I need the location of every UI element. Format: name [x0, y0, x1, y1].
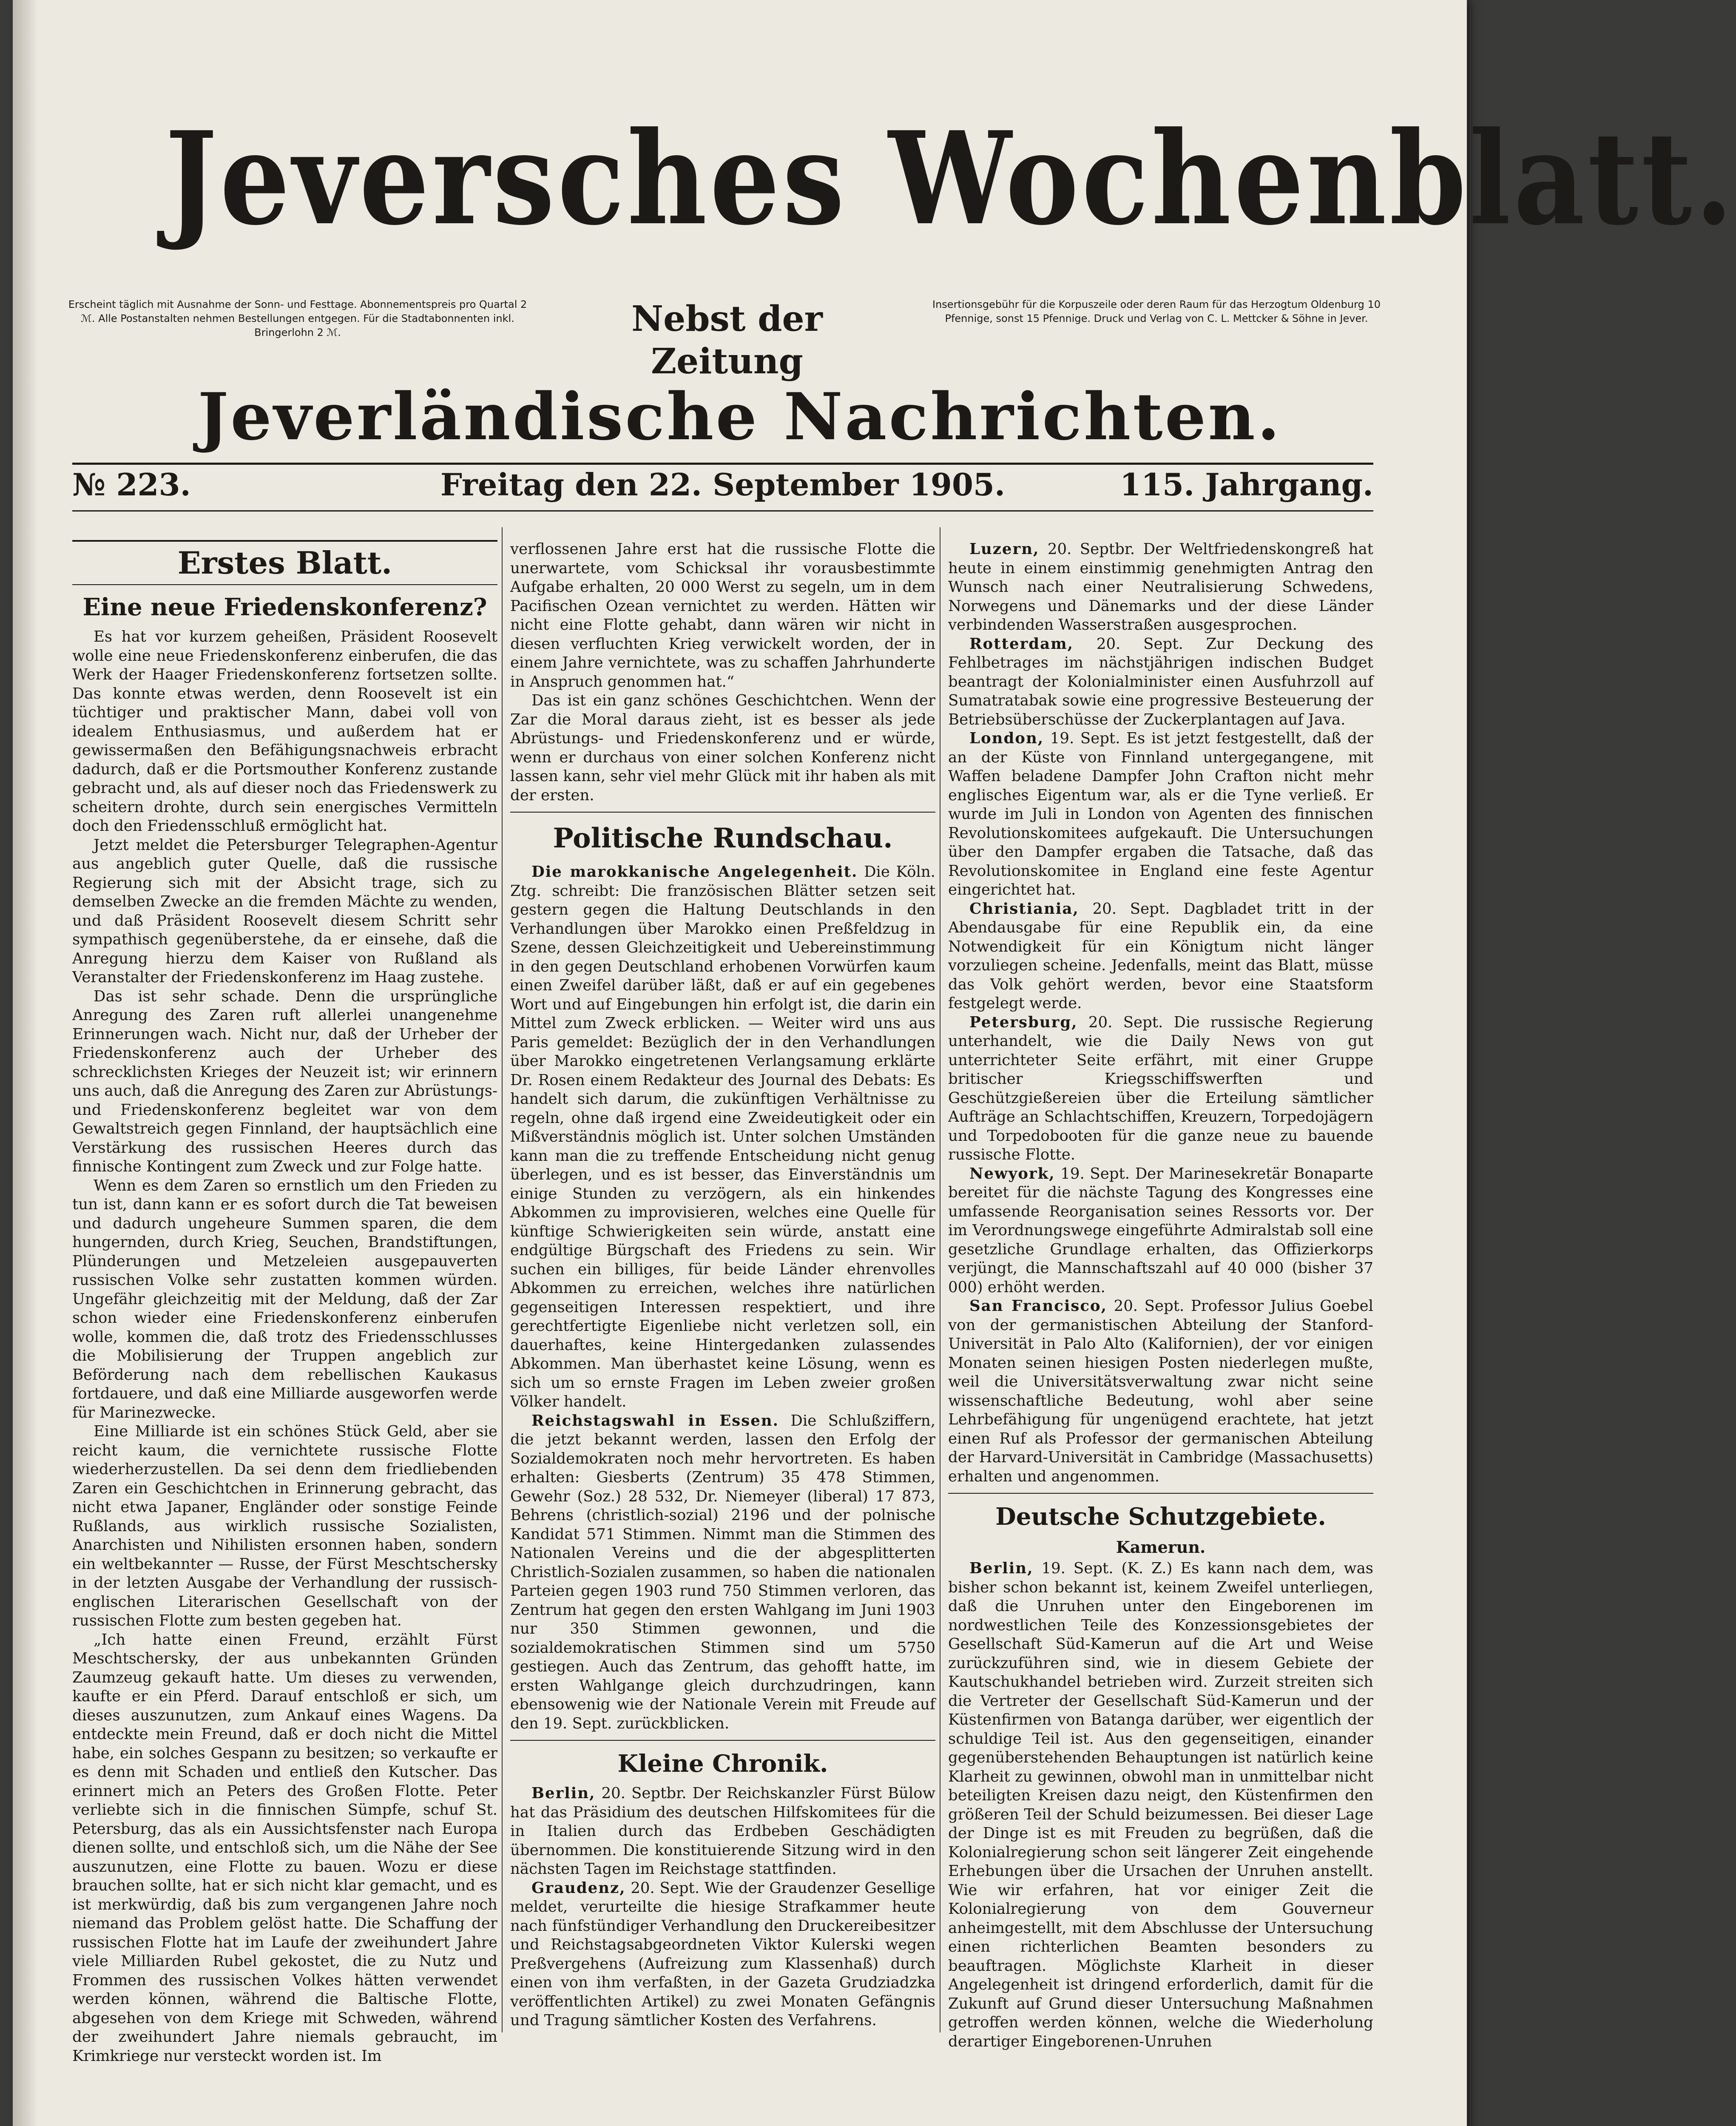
section-deutsche-schutzgebiete: Deutsche Schutzgebiete.	[995, 1503, 1326, 1531]
dateline-place: Christiania,	[969, 900, 1079, 918]
article-paragraph: verflossenen Jahre erst hat die russische Flotte die unerwartete, vom Schicksal ihr vorausbestimmte Aufgabe erhalten, 20 000 Werst zu segeln, um in dem Pacifischen Ozean vernichtet zu werden. Hätten wir nicht eine Flotte gehabt, dann wären wir nicht in diesen verfluchten Krieg verwickelt worden, der in einem Jahre vernichtete, was zu schaffen Jahrhunderte in Anspruch genommen hat.“	[510, 540, 935, 691]
news-heading: Reichstagswahl in Essen.	[531, 1412, 779, 1430]
masthead-subtitle: Jeverländische Nachrichten.	[198, 378, 1282, 455]
dateline-place: Luzern,	[969, 540, 1040, 558]
column-1	[72, 540, 497, 2066]
article-paragraph: „Ich hatte einen Freund, erzählt Fürst Meschtschersky, der aus unbekannten Gründen Zaumzeug gekauft hatte. Um dieses zu verwenden, kaufte er ein Pferd. Darauf entschloß er sich, um dieses auszunutzen, zum Ankauf eines Wagens. Da entdeckte mein Freund, daß er doch nicht die Mittel habe, ein solches Gespann zu besitzen; so verkaufte er es denn mit Schaden und entließ den Kutscher. Das erinnert mich an Peters des Großen Flotte. Peter verliebte sich in die finnischen Sümpfe, schuf St. Petersburg, das als ein Aussichtsfenster nach Europa dienen sollte, und entschloß sich, um die Nähe der See auszunutzen, eine Flotte zu bauen. Wozu er diese brauchen sollte, hat er sich nicht klar gemacht, und es ist merkwürdig, daß bis zum vergangenen Jahre noch niemand das Problem gelöst hatte. Die Schaffung der russischen Flotte hat im Laufe der zweihundert Jahre viele Milliarden Rubel gekostet, die zu Nutz und Frommen des russischen Volkes hätten verwendet werden können, während die Baltische Flotte, abgesehen von dem Kriege mit Schweden, während der zweihundert Jahre niemals gebraucht, im Krimkriege nur versteckt worden ist. Im	[72, 1631, 497, 2065]
news-text: 20. Sept. Die russische Regierung unterhandelt, wie die Daily News von gut unterrichteter Seite erfährt, mit einer Gruppe britischer Kriegsschiffswerften und Geschützgießereien über die Erteilung sämtlicher Aufträge an Schlachtschiffen, Kreuzern, Torpedojägern und Torpedobooten für die ganze neue zu bauende russische Flotte.	[948, 1013, 1373, 1163]
page-gutter	[13, 0, 38, 2126]
column-divider	[502, 527, 503, 2032]
divider	[510, 1740, 935, 1741]
news-text: 19. Sept. (K. Z.) Es kann nach dem, was bisher schon bekannt ist, keinem Zweifel unterliegen, daß die Unruhen unter den Eingeborenen im nordwestlichen Teile des Konzessionsgebietes der Gesellschaft Süd-Kamerun auf die Art und Weise zurückzuführen sind, wie in diesem Gebiete der Kautschukhandel betrieben wird. Zurzeit streiten sich die Vertreter der Gesellschaft Süd-Kamerun und der Küstenfirmen von Batanga darüber, wer eigentlich der schuldige Teil ist. Aus den gegenseitigen, einander gegenüberstehenden Behauptungen ist natürlich keine Klarheit zu gewinnen, obwohl man in unmittelbar nicht beteiligten Kreisen dazu neigt, den Küstenfirmen den größeren Teil der Schuld beizumessen. Bei dieser Lage der Dinge ist es mit Freuden zu begrüßen, daß die Kolonialregierung schon seit längerer Zeit eingehende Erhebungen über die Ursachen der Unruhen anstellt. Wie wir erfahren, hat vor einiger Zeit die Kolonialregierung von dem Gouverneur anheimgestellt, mit dem Abschlusse der Untersuchung einen richterlichen Beamten besonders zu beauftragen. Möglichste Klarheit in dieser Angelegenheit ist dringend erforderlich, damit für die Zukunft auf Grund dieser Untersuchung Maßnahmen getroffen werden können, welche die Wiederholung derartiger Eingeborenen-Unruhen	[948, 1560, 1373, 2050]
issue-date: Freitag den 22. September 1905.	[440, 466, 1006, 503]
news-text: 20. Sept. Wie der Graudenzer Gesellige meldet, verurteilte die hiesige Strafkammer heute nach fünfstündiger Verhandlung den Druckereibesitzer und Reichstagsabgeordneten Viktor Kulerski wegen Preßvergehens (Aufreizung zum Klassenhaß) durch einen von ihm verfaßten, in der Gazeta Grudziadzka veröffentlichten Artikel) zu zwei Monaten Gefängnis und Tragung sämtlicher Kosten des Verfahrens.	[510, 1879, 935, 2029]
dateline-place: Graudenz,	[531, 1879, 626, 1897]
dateline-place: Rotterdam,	[969, 635, 1074, 653]
news-text: Die Köln. Ztg. schreibt: Die französischen Blätter setzen seit gestern gegen die Haltung Deutschlands in den Verhandlungen über Marokko einen Preßfeldzug in Szene, dessen Gleichzeitigkeit und Uebereinstimmung in den gegen Deutschland erhobenen Vorwürfen kaum einen Zweifel darüber läßt, daß er auf ein gegebenes Wort und auf Eingebungen hin erfolgt ist, die darin ein Mittel zum Zweck erblicken. — Weiter wird uns aus Paris gemeldet: Bezüglich der in den Verhandlungen über Marokko eingetretenen Verlangsamung erklärte Dr. Rosen einem Redakteur des Journal des Debats: Es handelt sich darum, die zukünftigen Verhältnisse zu regeln, ohne daß irgend eine Zweideutigkeit oder ein Mißverständnis möglich ist. Unter solchen Umständen kann man die zu treffende Entscheidung nicht genug überlegen, und es ist besser, das Einverständnis um einige Stunden zu verzögern, als ein hinkendes Abkommen zu improvisieren, welches eine Quelle für künftige Schwierigkeiten sein würde, anstatt eine endgültige Bürgschaft des Friedens zu sein. Wir suchen ein billiges, für beide Länder ehrenvolles Abkommen zu erreichen, welches ihre natürlichen gegenseitigen Interessen respektiert, und ihre gerechtfertigte Eigenliebe nicht verletzen soll, ein dauerhaftes, keine Hintergedanken zulassendes Abkommen. Man überhastet keine Lösung, wenn es sich um so ernste Fragen im Leben zweier großen Völker handelt.	[510, 863, 935, 1410]
divider	[510, 812, 935, 813]
news-text: Die Schlußziffern, die jetzt bekannt werden, lassen den Erfolg der Sozialdemokraten noch mehr hervortreten. Es haben erhalten: Giesberts (Zentrum) 35 478 Stimmen, Gewehr (Soz.) 28 532, Dr. Niemeyer (liberal) 17 873, Behrens (christlich-sozial) 2196 und der polnische Kandidat 571 Stimmen. Nimmt man die Stimmen des Nationalen Vereins und die der abgesplitterten Christlich-Sozialen zusammen, so haben die nationalen Parteien gegen 1903 rund 750 Stimmen verloren, das Zentrum hat gegen den ersten Wahlgang im Juni 1903 nur 350 Stimmen gewonnen, und die sozialdemokratischen Stimmen sind um 5750 gestiegen. Auch das Zentrum, das gehofft hatte, im ersten Wahlgange gleich durchzudringen, kann ebensowenig wie der Nationale Verein mit Freude auf den 19. Sept. zurückblicken.	[510, 1412, 935, 1732]
dateline-place: Petersburg,	[969, 1013, 1078, 1031]
dateline-place: San Francisco,	[969, 1297, 1107, 1315]
news-text: 20. Septbr. Der Weltfriedenskongreß hat heute in einem einstimmig genehmigten Antrag den Wunsch nach einer Neutralisierung Schwedens, Norwegens und Dänemarks und der diese Länder verbindenden Wasserstraßen ausgesprochen.	[948, 540, 1373, 634]
section-politische-rundschau: Politische Rundschau.	[553, 822, 893, 854]
news-heading: Die marokkanische Angelegenheit.	[531, 863, 858, 881]
newspaper-page	[13, 0, 1736, 2126]
subsection-kamerun: Kamerun.	[1116, 1538, 1206, 1557]
article-paragraph: Wenn es dem Zaren so ernstlich um den Frieden zu tun ist, dann kann er es sofort durch die Tat beweisen und dadurch ungeheure Summen sparen, die dem hungernden, durch Krieg, Seuchen, Brandstiftungen, Plünderungen und Metzeleien ausgepauverten russischen Volke sehr zustatten kommen würden. Ungefähr gleichzeitig mit der Meldung, daß der Zar schon wieder eine Friedenskonferenz einberufen wolle, kommen die, daß trotz des Friedensschlusses die Mobilisierung der Truppen angeblich zur Beförderung nach dem rebellischen Kaukasus fortdauere, und daß eine Milliarde ausgeworfen werde für Marinezwecke.	[72, 1177, 497, 1421]
dateline-rule-bottom	[72, 510, 1373, 512]
section-kleine-chronik: Kleine Chronik.	[617, 1750, 828, 1778]
advertising-info: Insertionsgebühr für die Korpuszeile oder deren Raum für das Herzogtum Oldenburg 10 Pfennige, sonst 15 Pfennige. Druck und Verlag von C. L. Mettcker & Söhne in Jever.	[932, 298, 1381, 324]
column-3	[948, 540, 1373, 2051]
article-paragraph: Das ist ein ganz schönes Geschichtchen. Wenn der Zar die Moral daraus zieht, ist es besser als jede Abrüstungs- und Friedenskonferenz und er würde, wenn er durchaus von einer solchen Konferenz nicht lassen kann, sehr viel mehr Glück mit ihr haben als mit der ersten.	[510, 692, 935, 804]
article-paragraph: Jetzt meldet die Petersburger Telegraphen-Agentur aus angeblich guter Quelle, daß die russische Regierung sich mit der Absicht trage, sich zu demselben Zwecke an die fremden Mächte zu wenden, und daß Präsident Roosevelt diesem Schritt sehr sympathisch gegenüberstehe, da er einsehe, daß die Anregung hierzu dem Kaiser von Rußland als Veranstalter der Friedenskonferenz im Haag zustehe.	[72, 836, 497, 986]
section-erstes-blatt: Erstes Blatt.	[72, 540, 497, 585]
dateline-place: Berlin,	[531, 1785, 596, 1802]
article-paragraph: Das ist sehr schade. Denn die ursprüngliche Anregung des Zaren ruft allerlei unangenehme Erinnerungen wach. Nicht nur, daß der Urheber der Friedenskonferenz auch der Urheber des schrecklichsten Krieges der Neuzeit ist; wir erinnern uns auch, daß die Anregung des Zaren zur Abrüstungs- und Friedenskonferenz begleitet war von dem Gewaltstreich gegen Finnland, der hauptsächlich eine Verstärkung des russischen Heeres durch das finnische Kontingent zum Zweck und zur Folge hatte.	[72, 987, 497, 1175]
news-text: 20. Sept. Professor Julius Goebel von der germanistischen Abteilung der Stanford-Universität in Palo Alto (Kalifornien), der vor einigen Monaten seinen hiesigen Posten niederlegen mußte, weil die Universitätsverwaltung zwar nicht seine wissenschaftliche Bedeutung, wohl aber seine Lehrbefähigung für ungenügend erachtete, hat jetzt einen Ruf als Professor der germanischen Abteilung der Harvard-Universität in Cambridge (Massachusetts) erhalten und angenommen.	[948, 1297, 1373, 1485]
divider	[948, 1493, 1373, 1494]
news-text: 20. Sept. Zur Deckung des Fehlbetrages im nächstjährigen indischen Budget beantragt der Kolonialminister einen Ausfuhrzoll auf Sumatratabak sowie eine progressive Besteuerung der Betriebsüberschüsse der Zuckerplantagen auf Java.	[948, 635, 1374, 728]
dateline	[72, 463, 1373, 506]
dateline-place: Berlin,	[969, 1560, 1034, 1577]
masthead-title: Jeversches Wochenblatt.	[165, 103, 1736, 253]
article-paragraph: Eine Milliarde ist ein schönes Stück Geld, aber sie reicht kaum, die vernichtete russische Flotte wiederherzustellen. Da sei denn dem friedliebenden Zaren ein Geschichtchen in Erinnerung gebracht, das nicht etwa Japaner, Engländer oder sonstige Feinde Rußlands, aus wirklich russische Sozialisten, Anarchisten und Nihilisten ersonnen haben, sondern ein weltbekannter — Russe, der Fürst Meschtschersky in der letzten Ausgabe der Verhandlung der russisch-englischen Literarischen Gesellschaft von der russischen Flotte zum besten gegeben hat.	[72, 1423, 497, 1629]
article-title: Eine neue Friedenskonferenz?	[82, 593, 487, 621]
issue-number: № 223.	[72, 466, 191, 503]
news-text: 20. Sept. Dagbladet tritt in der Abendausgabe für eine Republik ein, da eine Notwendigkeit für ein Königtum nicht länger vorzuliegen scheine. Jedenfalls, meint das Blatt, müsse das Volk gehört werden, bevor eine Staatsform festgelegt werde.	[948, 900, 1373, 1012]
subscription-info: Erscheint täglich mit Ausnahme der Sonn- und Festtage. Abonnementspreis pro Quartal 2 ℳ. Alle Postanstalten nehmen Bestellungen entgegen. Für die Stadtabonnenten inkl. Bringerlohn 2 ℳ.	[68, 298, 527, 338]
news-text: 20. Septbr. Der Reichskanzler Fürst Bülow hat das Präsidium des deutschen Hilfskomitees für die in Italien durch das Erdbeben Geschädigten übernommen. Die konstituierende Sitzung wird in den nächsten Tagen im Reichstage stattfinden.	[510, 1785, 935, 1878]
news-text: 19. Sept. Es ist jetzt festgestellt, daß der an der Küste von Finnland untergegangene, mit Waffen beladene Dampfer John Crafton nicht mehr englisches Eigentum war, als er die Tyne verließ. Er wurde im Juli in London von Agenten des finnischen Revolutionskomitees aufgekauft. Die Untersuchungen über den Dampfer ergaben die Tatsache, daß das Revolutionskomitee in England eine feste Agentur eingerichtet hat.	[948, 730, 1373, 898]
dateline-place: Newyork,	[969, 1165, 1055, 1182]
volume-year: 115. Jahrgang.	[1119, 466, 1373, 503]
column-2	[510, 540, 935, 2030]
article-paragraph: Es hat vor kurzem geheißen, Präsident Roosevelt wolle eine neue Friedenskonferenz einberufen, die das Werk der Haager Friedenskonferenz fortsetzen sollte. Das konnte etwas werden, denn Roosevelt ist ein tüchtiger und praktischer Mann, dabei voll von idealem Enthusiasmus, und außerdem hat er gewissermaßen den Befähigungsnachweis erbracht dadurch, daß er die Portsmouther Konferenz zustande gebracht und, als auf dieser noch das Friedenswerk zu scheitern drohte, durch sein energisches Vermitteln doch den Friedensschluß ermöglicht hat.	[72, 628, 497, 835]
news-text: 19. Sept. Der Marinesekretär Bonaparte bereitet für die nächste Tagung des Kongresses eine umfassende Reorganisation seines Ressorts vor. Der im Verordnungswege eingeführte Admiralstab soll eine gesetzliche Grundlage erhalten, das Offizierkorps verjüngt, die Mannschaftszahl auf 40 000 (bisher 37 000) erhöht werden.	[948, 1165, 1373, 1296]
masthead-nebst: Nebst der Zeitung	[631, 298, 823, 382]
dateline-place: London,	[969, 730, 1044, 747]
